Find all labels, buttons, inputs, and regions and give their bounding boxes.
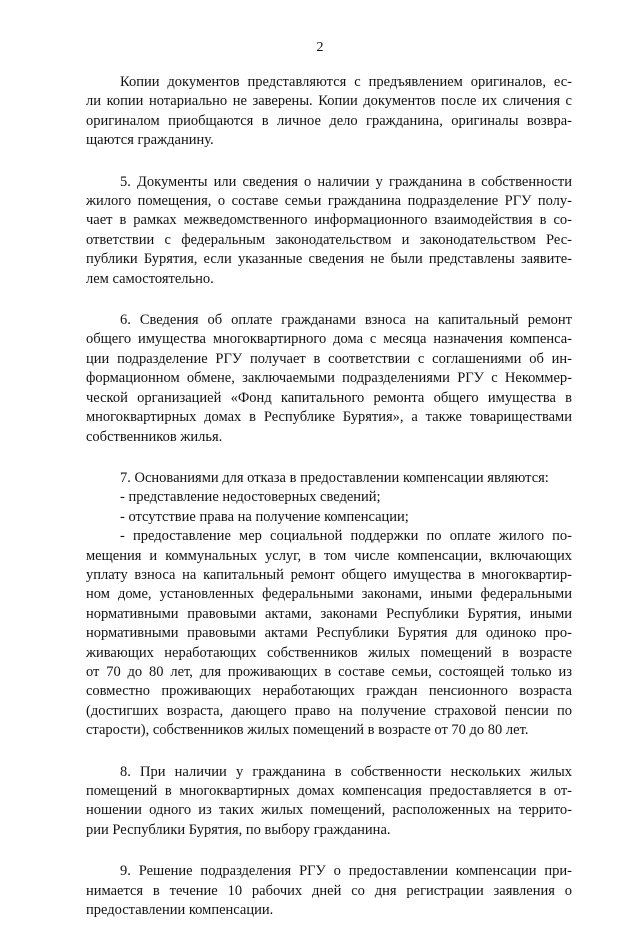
- paragraph-line: ли копии нотариально не заверены. Копии документов после их сличения с: [86, 93, 572, 110]
- paragraph-line: (достигших возраста, дающего право на получение страховой пенсии по: [86, 702, 572, 719]
- paragraph-line: совместно проживающих неработающих граждан пенсионного возраста: [86, 683, 572, 700]
- paragraph-line: нормативными правовыми актами Республики Бурятия для одиноко про-: [86, 625, 572, 642]
- paragraph-item-5: [86, 173, 572, 289]
- paragraph-line: многоквартирных домах в Республике Бурятия», а также товариществами: [86, 409, 572, 426]
- paragraph-line: 9. Решение подразделения РГУ о предоставлении компенсации при-: [120, 863, 572, 880]
- list-item-dash: - отсутствие права на получение компенсации;: [120, 508, 409, 525]
- paragraph-line: ческой организацией «Фонд капитального ремонта общего имущества в: [86, 389, 572, 406]
- paragraph-line: ответствии с федеральным законодательством и законодательством Рес-: [86, 231, 572, 248]
- paragraph-line: Копии документов представляются с предъявлением оригиналов, ес-: [120, 74, 572, 90]
- page-number: 2: [316, 40, 324, 55]
- paragraph-line: нимается в течение 10 рабочих дней со дня регистрации заявления о: [86, 882, 572, 899]
- paragraph-line: нормативными правовыми актами, законами Республики Бурятия, иными: [86, 605, 572, 622]
- document-body: [86, 73, 572, 942]
- list-item-dash: - предоставление мер социальной поддержки по оплате жилого по-: [120, 528, 572, 545]
- paragraph-line: 7. Основаниями для отказа в предоставлении компенсации являются:: [120, 469, 549, 486]
- paragraph-line: старости), собственников жилых помещений в возрасте от 70 до 80 лет.: [86, 722, 529, 739]
- paragraph-line: чает в рамках межведомственного информационного взаимодействия в со-: [86, 212, 572, 229]
- paragraph-line: формационном обмене, заключаемыми подразделениями РГУ с Некоммер-: [86, 370, 572, 387]
- paragraph-item-9: [86, 862, 572, 920]
- paragraph-line: рии Республики Бурятия, по выбору гражданина.: [86, 821, 391, 838]
- paragraph-line: щаются гражданину.: [86, 132, 214, 149]
- paragraph-line: от 70 до 80 лет, для проживающих в составе семьи, состоящей только из: [86, 663, 572, 680]
- paragraph-line: живающих неработающих собственников жилых помещений в возрасте: [86, 644, 572, 661]
- paragraph-copies: [86, 73, 572, 151]
- paragraph-item-8: [86, 763, 572, 841]
- paragraph-line: уплату взноса на капитальный ремонт общего имущества в многоквартир-: [86, 566, 572, 583]
- paragraph-item-6: [86, 311, 572, 447]
- list-item-dash: - представление недостоверных сведений;: [120, 489, 381, 506]
- paragraph-line: 5. Документы или сведения о наличии у гражданина в собственности: [120, 173, 572, 190]
- paragraph-line: 8. При наличии у гражданина в собственности нескольких жилых: [120, 763, 572, 780]
- paragraph-line: 6. Сведения об оплате гражданами взноса на капитальный ремонт: [120, 312, 572, 329]
- paragraph-line: общего имущества многоквартирного дома с месяца назначения компенса-: [86, 331, 572, 348]
- paragraph-line: оригиналом приобщаются в личное дело гражданина, оригиналы возвра-: [86, 112, 572, 129]
- paragraph-line: публики Бурятия, если указанные сведения не были представлены заявите-: [86, 251, 572, 268]
- paragraph-line: помещений в многоквартирных домах компенсация предоставляется в от-: [86, 783, 572, 799]
- paragraph-item-7: [86, 469, 572, 741]
- paragraph-line: собственников жилья.: [86, 428, 223, 445]
- paragraph-line: ции подразделение РГУ получает в соответствии с соглашениями об ин-: [86, 350, 572, 367]
- paragraph-line: ном доме, установленных федеральными законами, иными федеральными: [86, 586, 572, 603]
- paragraph-line: лем самостоятельно.: [86, 270, 214, 287]
- paragraph-line: предоставлении компенсации.: [86, 902, 274, 919]
- paragraph-line: мещения и коммунальных услуг, в том числе компенсации, включающих: [86, 547, 572, 564]
- paragraph-line: ношении одного из таких жилых помещений, расположенных на террито-: [86, 802, 572, 819]
- paragraph-line: жилого помещения, о составе семьи гражданина подразделение РГУ полу-: [86, 193, 572, 210]
